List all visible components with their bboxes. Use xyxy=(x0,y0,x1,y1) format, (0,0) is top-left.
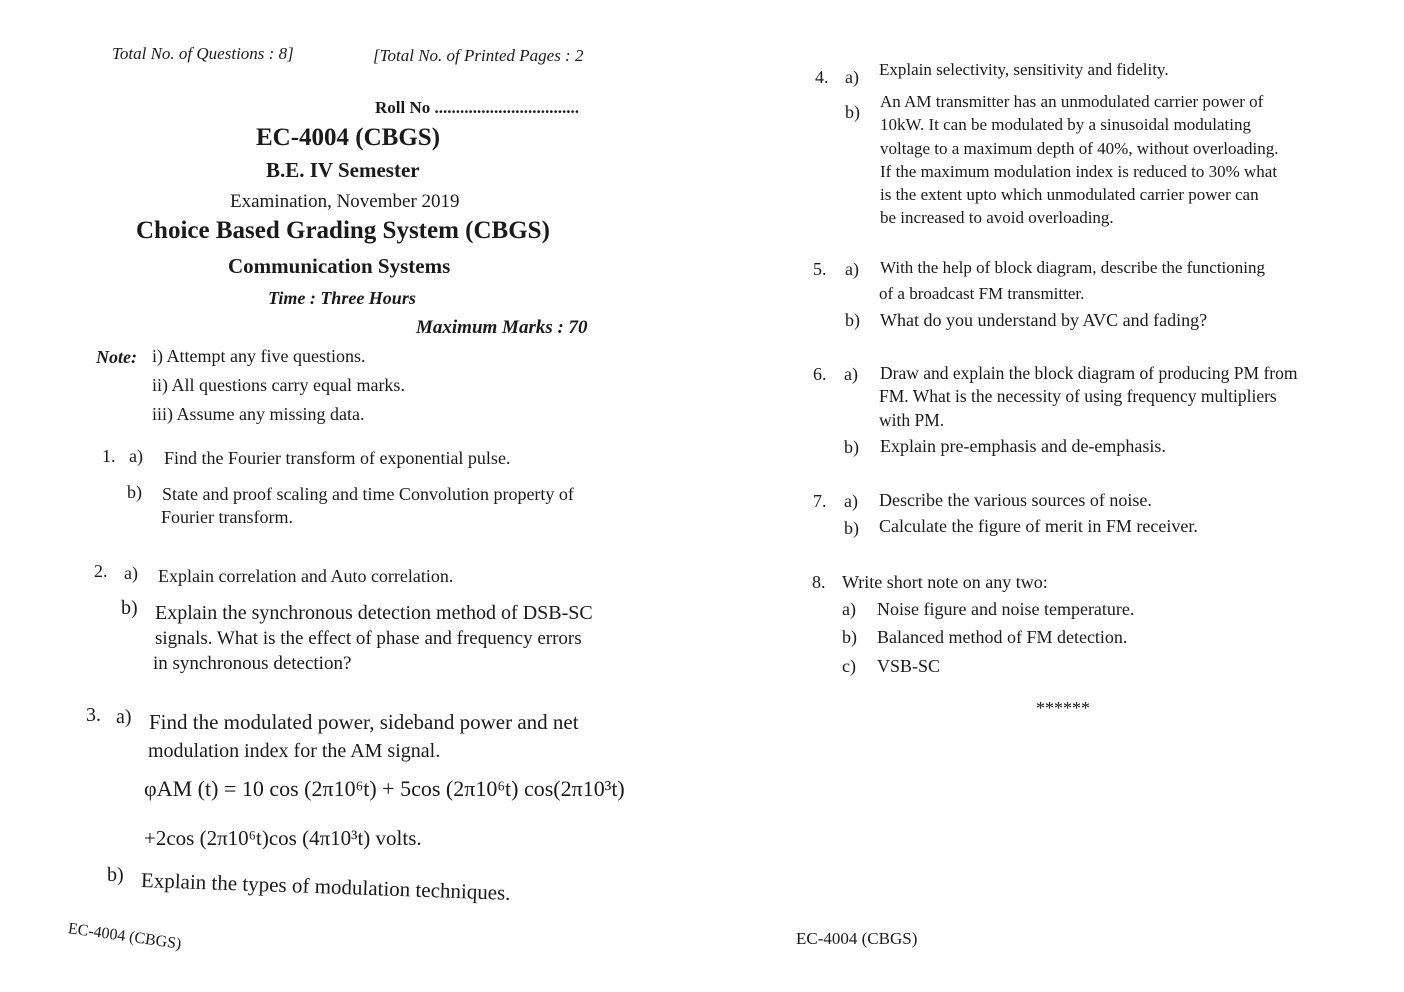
part-label: b) xyxy=(127,482,142,502)
question-text: 10kW. It can be modulated by a sinusoidal modulating xyxy=(880,115,1251,134)
question-text: in synchronous detection? xyxy=(153,653,352,674)
question-text: Write short note on any two: xyxy=(842,572,1048,592)
question-text: Explain selectivity, sensitivity and fidelity. xyxy=(879,60,1169,79)
question-text: Calculate the figure of merit in FM receiver. xyxy=(879,516,1198,536)
question-number: 5. xyxy=(813,259,827,279)
question-number: 1. xyxy=(102,446,116,466)
part-label: a) xyxy=(129,446,143,466)
semester: B.E. IV Semester xyxy=(266,158,420,182)
question-text: Explain correlation and Auto correlation. xyxy=(158,566,454,586)
question-text: Draw and explain the block diagram of producing PM from xyxy=(880,363,1298,383)
note-label: Note: xyxy=(96,347,137,367)
question-text: Find the modulated power, sideband power and net xyxy=(149,710,579,734)
paper-code: EC-4004 (CBGS) xyxy=(256,124,441,151)
question-text: Explain the synchronous detection method of DSB-SC xyxy=(155,602,593,624)
part-label: a) xyxy=(845,259,859,279)
question-text: Balanced method of FM detection. xyxy=(877,627,1128,647)
roll-no: Roll No .................................. xyxy=(375,98,579,117)
question-text: What do you understand by AVC and fading? xyxy=(880,310,1208,330)
footer-code: EC-4004 (CBGS) xyxy=(66,920,183,953)
question-text: FM. What is the necessity of using frequency multipliers xyxy=(879,386,1277,406)
part-label: a) xyxy=(844,364,858,384)
part-label: b) xyxy=(844,518,859,538)
part-label: a) xyxy=(842,599,856,619)
question-number: 7. xyxy=(813,491,827,511)
max-marks: Maximum Marks : 70 xyxy=(416,317,588,338)
part-label: b) xyxy=(845,102,860,122)
question-text: Find the Fourier transform of exponential pulse. xyxy=(164,448,511,468)
question-text: VSB-SC xyxy=(877,656,941,676)
total-pages: [Total No. of Printed Pages : 2 xyxy=(373,46,584,65)
question-text: Fourier transform. xyxy=(161,507,293,527)
question-text: with PM. xyxy=(879,410,945,430)
subject: Communication Systems xyxy=(228,254,451,278)
formula-line: φAM (t) = 10 cos (2π10⁶t) + 5cos (2π10⁶t) cos(2π10³t) xyxy=(144,776,625,801)
question-number: 4. xyxy=(815,67,829,87)
question-text: be increased to avoid overloading. xyxy=(880,208,1114,227)
part-label: b) xyxy=(107,864,124,886)
question-number: 6. xyxy=(813,364,827,384)
part-label: b) xyxy=(842,627,857,647)
part-label: b) xyxy=(845,310,860,330)
part-label: b) xyxy=(844,437,859,457)
question-text: signals. What is the effect of phase and frequency errors xyxy=(155,628,582,649)
footer-code: EC-4004 (CBGS) xyxy=(796,929,918,948)
question-text: is the extent upto which unmodulated carrier power can xyxy=(880,185,1259,204)
part-label: b) xyxy=(121,597,138,619)
part-label: a) xyxy=(116,706,132,728)
question-number: 8. xyxy=(812,572,826,592)
part-label: a) xyxy=(845,67,859,87)
exam-date: Examination, November 2019 xyxy=(230,191,460,212)
question-text: State and proof scaling and time Convolution property of xyxy=(162,484,574,504)
part-label: a) xyxy=(844,491,858,511)
part-label: c) xyxy=(842,656,856,676)
question-number: 2. xyxy=(94,561,108,581)
total-questions: Total No. of Questions : 8] xyxy=(112,44,294,63)
part-label: a) xyxy=(124,563,138,583)
question-text: Describe the various sources of noise. xyxy=(879,490,1152,510)
question-text: Explain the types of modulation techniques. xyxy=(140,868,511,905)
grading-system: Choice Based Grading System (CBGS) xyxy=(136,217,550,244)
question-text: Explain pre-emphasis and de-emphasis. xyxy=(880,436,1166,456)
question-text: modulation index for the AM signal. xyxy=(148,740,441,762)
question-text: of a broadcast FM transmitter. xyxy=(879,284,1085,303)
question-text: Noise figure and noise temperature. xyxy=(877,599,1135,619)
note-item: i) Attempt any five questions. xyxy=(152,346,366,366)
question-text: voltage to a maximum depth of 40%, without overloading. xyxy=(880,139,1279,158)
question-text: If the maximum modulation index is reduced to 30% what xyxy=(880,162,1278,181)
time: Time : Three Hours xyxy=(268,288,416,308)
question-text: With the help of block diagram, describe the functioning xyxy=(880,258,1266,277)
end-marker: ****** xyxy=(1036,698,1090,718)
question-text: An AM transmitter has an unmodulated carrier power of xyxy=(880,92,1264,111)
formula-line: +2cos (2π10⁶t)cos (4π10³t) volts. xyxy=(144,826,422,850)
question-number: 3. xyxy=(86,704,101,726)
note-item: iii) Assume any missing data. xyxy=(152,404,365,424)
note-item: ii) All questions carry equal marks. xyxy=(152,375,405,395)
